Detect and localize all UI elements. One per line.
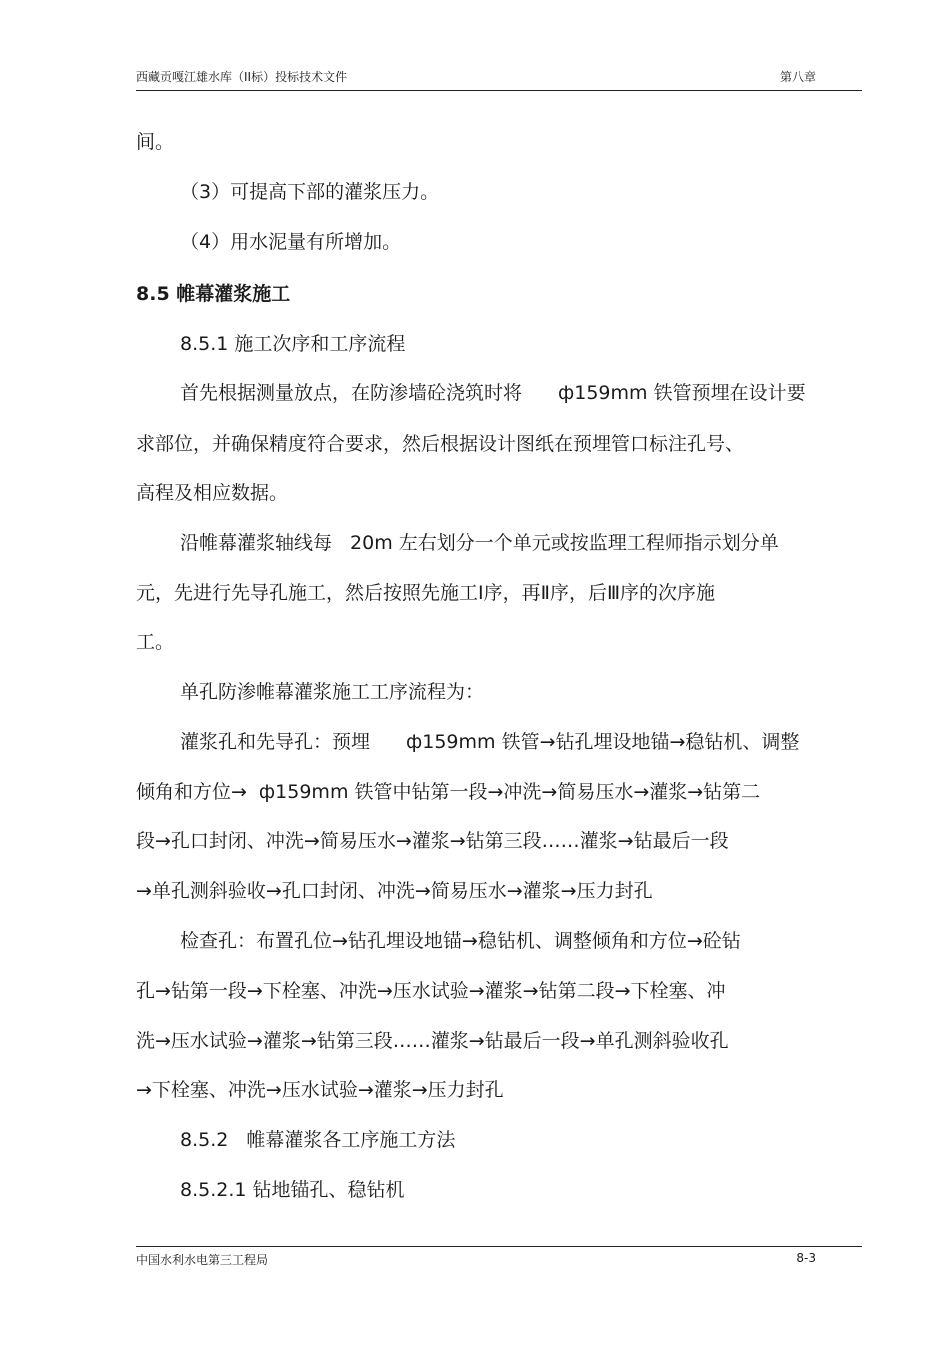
subsection-heading: 8.5.2.1 钻地锚孔、稳钻机 [180, 1179, 405, 1201]
list-item: （4）用水泥量有所增加。 [180, 231, 402, 253]
text-span: 8.5.2 [180, 1129, 229, 1151]
text-span: 沿帷幕灌浆轴线每 [180, 532, 333, 554]
paragraph-line: →单孔测斜验收→孔口封闭、冲洗→简易压水→灌浆→压力封孔 [136, 880, 653, 902]
paragraph-line: →下栓塞、冲洗→压水试验→灌浆→压力封孔 [136, 1079, 504, 1101]
text-span: 倾角和方位→ [136, 781, 247, 803]
paragraph-line: 单孔防渗帷幕灌浆施工工序流程为： [180, 681, 485, 703]
paragraph-line: 检查孔：布置孔位→钻孔埋设地锚→稳钻机、调整倾角和方位→砼钻 [180, 930, 741, 952]
paragraph-line: 元，先进行先导孔施工，然后按照先施工Ⅰ序，再Ⅱ序，后Ⅲ序的次序施 [136, 582, 716, 604]
text-span: ф159mm 铁管→钻孔埋设地锚→稳钻机、调整 [406, 731, 800, 753]
footer-org: 中国水利水电第三工程局 [136, 1253, 269, 1267]
paragraph-line: 工。 [136, 631, 175, 653]
paragraph-line [180, 730, 799, 754]
paragraph-line: 洗→压水试验→灌浆→钻第三段……灌浆→钻最后一段→单孔测斜验收孔 [136, 1030, 729, 1052]
text-span: ф159mm 铁管中钻第一段→冲洗→简易压水→灌浆→钻第二 [258, 781, 761, 803]
paragraph-line [180, 381, 806, 405]
subsection-heading: 8.5.1 施工次序和工序流程 [180, 333, 406, 355]
text-span: 20m 左右划分一个单元或按监理工程师指示划分单 [350, 532, 779, 554]
list-item: （3）可提高下部的灌浆压力。 [180, 181, 440, 203]
text-span: 灌浆孔和先导孔：预埋 [180, 731, 371, 753]
text-span: 帷幕灌浆各工序施工方法 [246, 1129, 456, 1151]
paragraph-line [136, 780, 760, 804]
subsection-heading [180, 1128, 455, 1152]
paragraph-line [180, 531, 779, 555]
header-title: 西藏贡嘎江雄水库（II标）投标技术文件 [136, 70, 348, 84]
page-footer [136, 1246, 862, 1267]
paragraph-line: 间。 [136, 131, 175, 153]
paragraph-line: 高程及相应数据。 [136, 482, 289, 504]
text-span: ф159mm 铁管预埋在设计要 [558, 382, 806, 404]
section-heading: 8.5 帷幕灌浆施工 [136, 283, 291, 305]
page-number: 8-3 [796, 1251, 816, 1265]
text-span: 首先根据测量放点，在防渗墙砼浇筑时将 [180, 382, 523, 404]
header-chapter: 第八章 [779, 70, 816, 84]
page-header [136, 66, 862, 91]
paragraph-line: 求部位，并确保精度符合要求，然后根据设计图纸在预埋管口标注孔号、 [136, 433, 745, 455]
paragraph-line: 段→孔口封闭、冲洗→简易压水→灌浆→钻第三段……灌浆→钻最后一段 [136, 830, 729, 852]
paragraph-line: 孔→钻第一段→下栓塞、冲洗→压水试验→灌浆→钻第二段→下栓塞、冲 [136, 980, 726, 1002]
